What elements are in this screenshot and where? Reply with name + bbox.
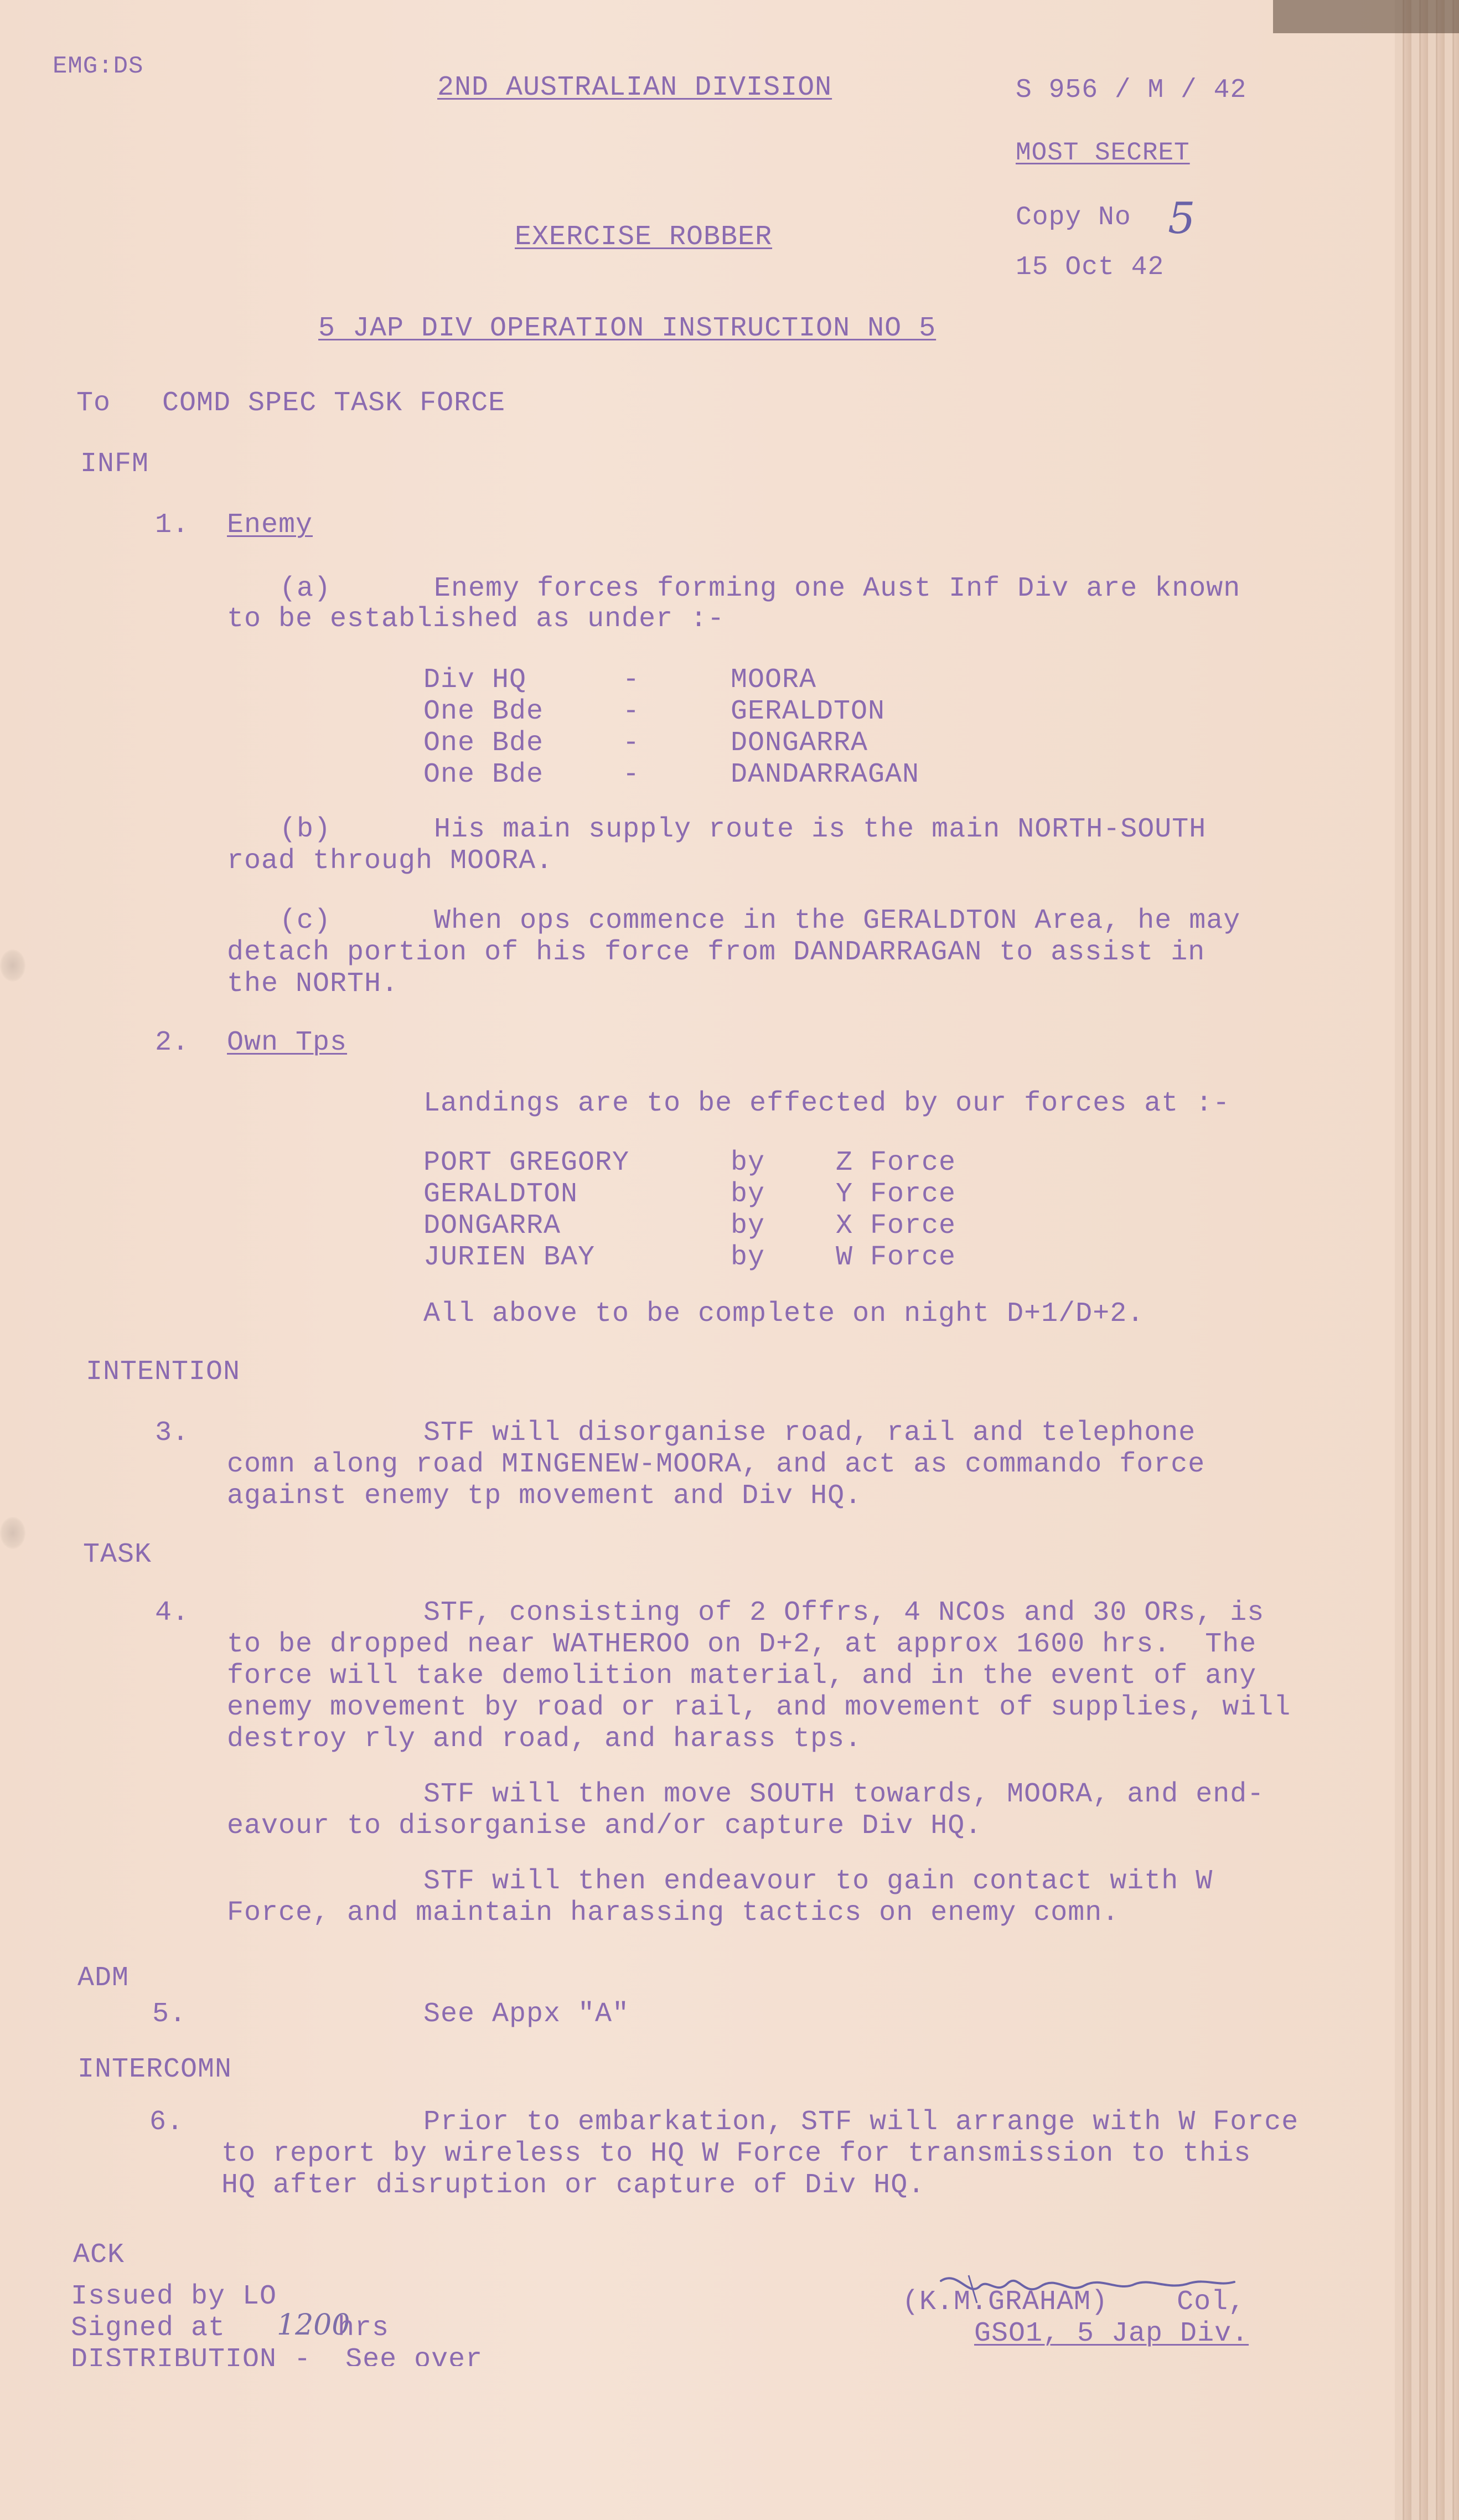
issued-by: Issued by LO	[71, 2281, 277, 2312]
file-reference: S 956 / M / 42	[1016, 75, 1247, 105]
signed-at-suffix: hrs	[338, 2312, 390, 2344]
paragraph-number: 2.	[155, 1027, 190, 1058]
text-line: enemy movement by road or rail, and movement of supplies, will	[227, 1692, 1291, 1723]
distribution-line: DISTRIBUTION - See over	[71, 2344, 483, 2366]
text-line: See Appx "A"	[423, 1999, 630, 2030]
signatory-name: (K.M.GRAHAM) Col,	[902, 2286, 1246, 2318]
text-line: STF will then move SOUTH towards, MOORA, and end-	[423, 1779, 1265, 1810]
section-heading-infm: INFM	[80, 448, 149, 480]
landing-by: by	[731, 1179, 765, 1210]
section-heading-intercomn: INTERCOMN	[77, 2054, 232, 2085]
text-line: All above to be complete on night D+1/D+2.	[423, 1298, 1145, 1330]
separator: -	[623, 727, 640, 759]
section-heading-adm: ADM	[77, 1963, 130, 1994]
text-line: to be established as under :-	[227, 603, 725, 635]
copy-number: 5	[1168, 194, 1196, 244]
text-line: to be dropped near WATHEROO on D+2, at approx 1600 hrs. The	[227, 1629, 1257, 1660]
section-heading-task: TASK	[83, 1539, 152, 1571]
landing-place: DONGARRA	[423, 1210, 561, 1242]
page-edges	[1395, 0, 1459, 2520]
landing-place: GERALDTON	[423, 1179, 578, 1210]
copy-label: Copy No	[1016, 203, 1131, 233]
landing-force: W Force	[836, 1242, 956, 1273]
landing-by: by	[731, 1242, 765, 1273]
addressee-line: To COMD SPEC TASK FORCE	[76, 388, 506, 419]
punch-hole	[0, 1517, 25, 1549]
document-date: 15 Oct 42	[1016, 252, 1165, 282]
landing-force: X Force	[836, 1210, 956, 1242]
text-line: (c) When ops commence in the GERALDTON Area, he may	[280, 905, 1241, 937]
landing-force: Z Force	[836, 1147, 956, 1179]
location: MOORA	[731, 664, 817, 696]
text-line: road through MOORA.	[227, 845, 553, 877]
section-heading-intention: INTENTION	[86, 1356, 241, 1388]
separator: -	[623, 759, 640, 791]
unit-name: One Bde	[423, 696, 544, 727]
division-heading: 2ND AUSTRALIAN DIVISION	[437, 72, 832, 104]
text-line: STF, consisting of 2 Offrs, 4 NCOs and 30 ORs, is	[423, 1597, 1265, 1629]
signed-at-label: Signed at	[71, 2312, 243, 2344]
separator: -	[623, 696, 640, 727]
landing-place: PORT GREGORY	[423, 1147, 630, 1179]
document-title: 5 JAP DIV OPERATION INSTRUCTION NO 5	[318, 313, 937, 344]
text-line: against enemy tp movement and Div HQ.	[227, 1480, 862, 1512]
paragraph-number: 6.	[149, 2106, 184, 2138]
text-line: destroy rly and road, and harass tps.	[227, 1723, 862, 1755]
landing-by: by	[731, 1210, 765, 1242]
landing-place: JURIEN BAY	[423, 1242, 596, 1273]
paragraph-number: 1.	[155, 509, 190, 541]
text-line: comn along road MINGENEW-MOORA, and act as commando force	[227, 1449, 1206, 1480]
ack-label: ACK	[73, 2239, 125, 2271]
text-line: (a) Enemy forces forming one Aust Inf Div are known	[280, 573, 1241, 605]
separator: -	[623, 664, 640, 696]
reference-initials: EMG:DS	[53, 53, 144, 80]
paragraph-number: 5.	[152, 1999, 187, 2030]
text-line: the NORTH.	[227, 968, 399, 1000]
paragraph-number: 4.	[155, 1597, 190, 1629]
text-line: detach portion of his force from DANDARRAGAN to assist in	[227, 937, 1206, 968]
location: GERALDTON	[731, 696, 886, 727]
text-line: Force, and maintain harassing tactics on enemy comn.	[227, 1897, 1120, 1929]
paragraph-heading-own-tps: Own Tps	[227, 1027, 348, 1058]
handwritten-time: 1200	[277, 2309, 350, 2342]
exercise-name: EXERCISE ROBBER	[515, 221, 773, 253]
paragraph-heading-enemy: Enemy	[227, 509, 313, 541]
text-line: STF will disorganise road, rail and telephone	[423, 1417, 1196, 1449]
text-line: to report by wireless to HQ W Force for transmission to this	[221, 2138, 1251, 2170]
text-line: STF will then endeavour to gain contact with W	[423, 1866, 1213, 1897]
text-line: eavour to disorganise and/or capture Div HQ.	[227, 1810, 982, 1842]
text-line: HQ after disruption or capture of Div HQ.	[221, 2170, 925, 2201]
paragraph-number: 3.	[155, 1417, 190, 1449]
corner-shadow	[1273, 0, 1459, 33]
landing-force: Y Force	[836, 1179, 956, 1210]
text-line: Prior to embarkation, STF will arrange with W Force	[423, 2106, 1299, 2138]
unit-name: One Bde	[423, 727, 544, 759]
landing-by: by	[731, 1147, 765, 1179]
unit-name: Div HQ	[423, 664, 527, 696]
text-line: force will take demolition material, and in the event of any	[227, 1660, 1257, 1692]
security-classification: MOST SECRET	[1016, 138, 1190, 167]
signatory-appointment: GSO1, 5 Jap Div.	[974, 2318, 1249, 2349]
unit-name: One Bde	[423, 759, 544, 791]
location: DANDARRAGAN	[731, 759, 920, 791]
punch-hole	[0, 949, 25, 982]
text-line: Landings are to be effected by our forces at :-	[423, 1088, 1230, 1119]
location: DONGARRA	[731, 727, 868, 759]
text-line: (b) His main supply route is the main NORTH-SOUTH	[280, 814, 1207, 845]
